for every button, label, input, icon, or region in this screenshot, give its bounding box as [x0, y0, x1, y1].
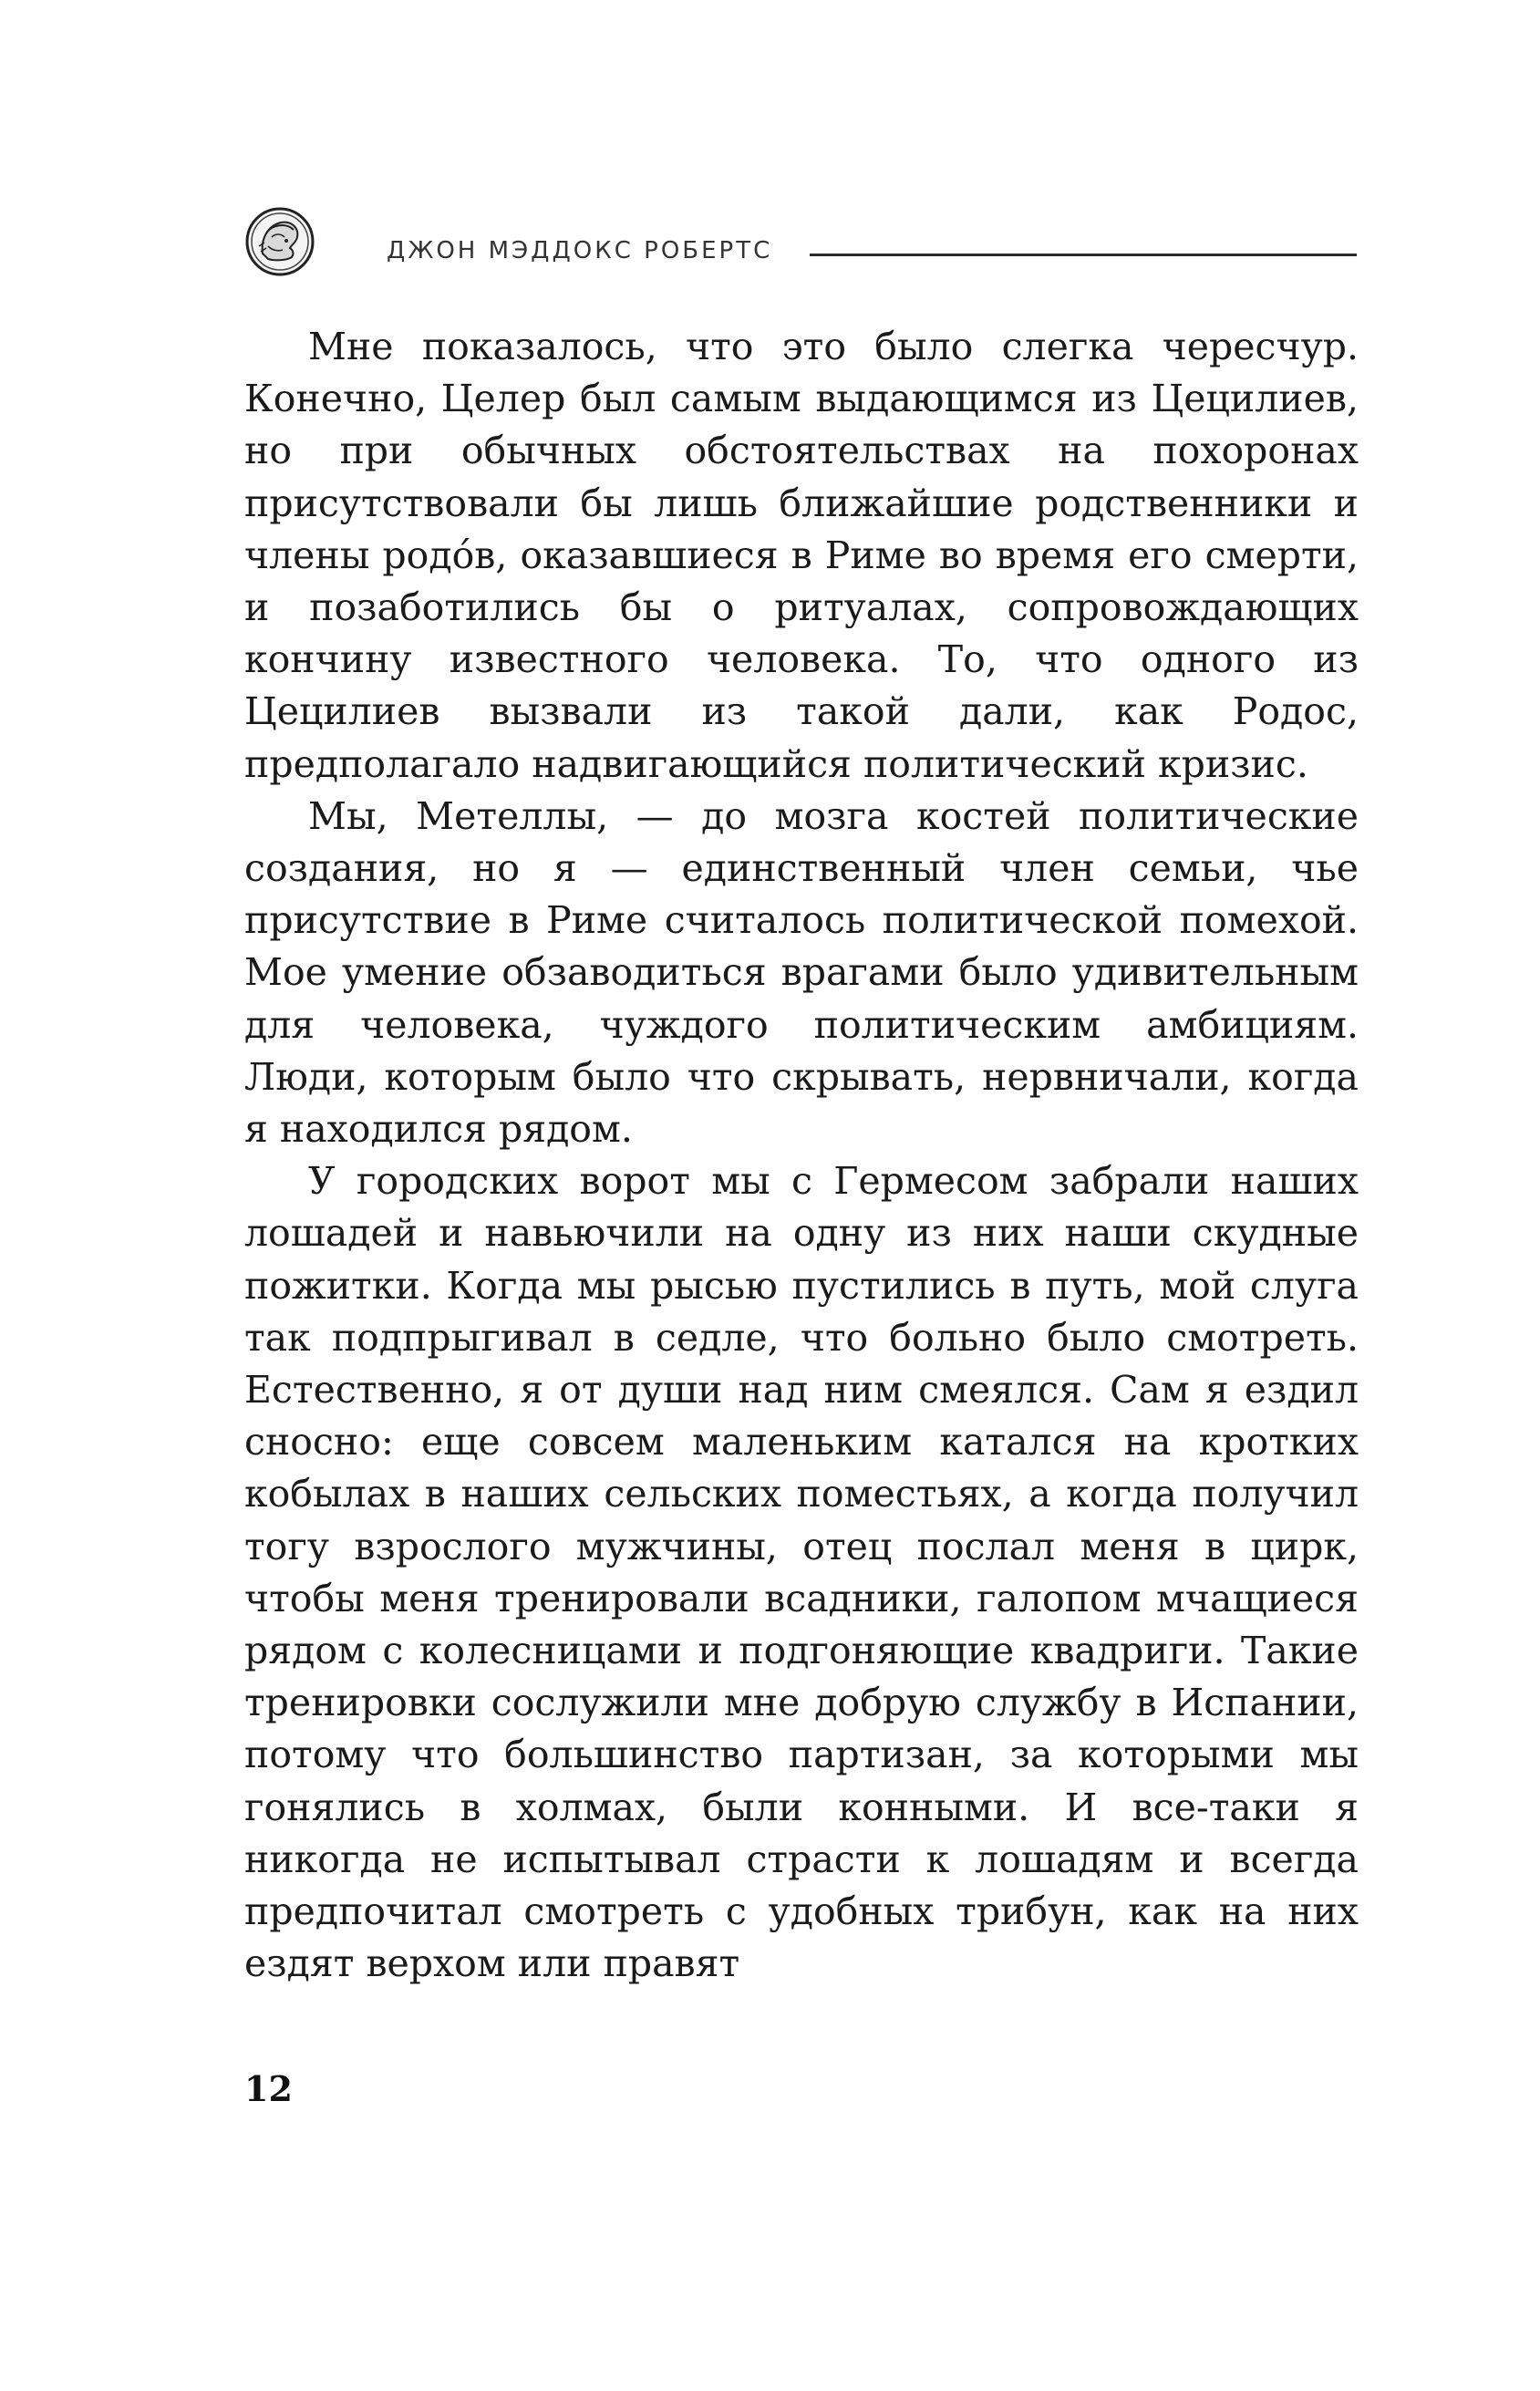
running-head-author: ДЖОН МЭДДОКС РОБЕРТС	[387, 237, 773, 264]
page-number: 12	[244, 2068, 293, 2109]
body-text	[244, 321, 1359, 1991]
paragraph: Мне показалось, что это было слегка чересчур. Конечно, Целер был самым выдающимся из Цецилиев, но при обычных обстоятельствах на похоронах присутствовали бы лишь ближайшие родственники и члены родóв, оказавшиеся в Риме во время его смерти, и позаботились бы о ритуалах, сопровождающих кончину известного человека. То, что одного из Цецилиев вызвали из такой дали, как Родос, предполагало надвигающийся политический кризис.	[244, 325, 1359, 786]
header-rule	[810, 254, 1357, 256]
paragraph: У городских ворот мы с Гермесом забрали наших лошадей и навьючили на одну из них наши скудные пожитки. Когда мы рысью пустились в путь, мой слуга так подпрыгивал в седле, что больно было смотреть. Естественно, я от души над ним смеялся. Сам я ездил сносно: еще совсем маленьким катался на кротких кобылах в наших сельских поместьях, а когда получил тогу взрослого мужчины, отец послал меня в цирк, чтобы меня тренировали всадники, галопом мчащиеся рядом с колесницами и подгоняющие квадриги. Такие тренировки сослужили мне добрую службу в Испании, потому что большинство партизан, за которыми мы гонялись в холмах, были конными. И все-таки я никогда не испытывал страсти к лошадям и всегда предпочитал смотреть с удобных трибун, как на них ездят верхом или правят	[244, 1159, 1359, 1986]
page-header	[244, 201, 1357, 283]
paragraph: Мы, Метеллы, — до мозга костей политические создания, но я — единственный член семьи, чье присутствие в Риме считалось политической помехой. Мое умение обзаводиться врагами было удивительным для человека, чуждого политическим амбициям. Люди, которым было что скрывать, нервничали, когда я находился рядом.	[244, 793, 1359, 1152]
helmeted-head-coin-icon	[244, 206, 315, 277]
